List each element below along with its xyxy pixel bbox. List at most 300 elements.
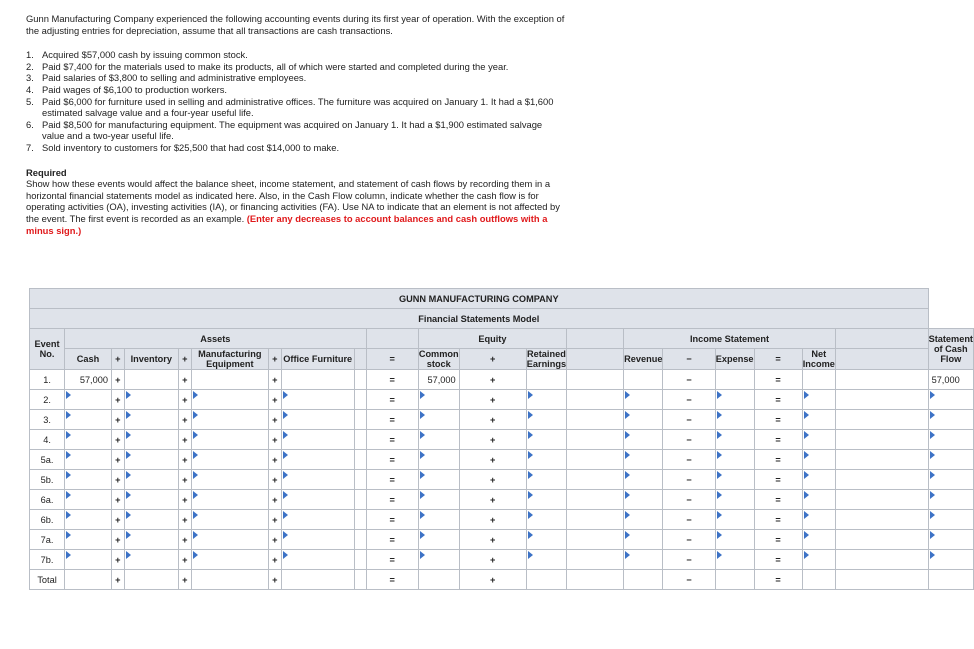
office-furniture-cell[interactable] xyxy=(281,430,354,450)
plus-op: + xyxy=(268,410,281,430)
dropdown-arrow-icon[interactable] xyxy=(625,451,630,459)
plus-op: + xyxy=(111,550,124,570)
office-furniture-cell[interactable] xyxy=(281,450,354,470)
manufacturing-equipment-cell[interactable] xyxy=(191,410,268,430)
plus-op: + xyxy=(111,410,124,430)
plus-op: + xyxy=(459,390,526,410)
retained-earnings-cell[interactable] xyxy=(526,570,566,590)
manufacturing-equipment-cell[interactable] xyxy=(191,550,268,570)
event-number-cell: 6b. xyxy=(30,510,65,530)
dropdown-arrow-icon[interactable] xyxy=(420,551,425,559)
net-income-cell[interactable] xyxy=(802,510,835,530)
dropdown-arrow-icon[interactable] xyxy=(528,471,533,479)
minus-op: − xyxy=(663,390,715,410)
dropdown-arrow-icon[interactable] xyxy=(528,411,533,419)
office-furniture-header: Office Furniture xyxy=(281,349,354,370)
dropdown-arrow-icon[interactable] xyxy=(283,531,288,539)
dropdown-arrow-icon[interactable] xyxy=(625,411,630,419)
dropdown-arrow-icon[interactable] xyxy=(930,511,935,519)
event-number: 5. xyxy=(26,95,34,107)
cash-cell[interactable] xyxy=(65,370,112,390)
expense-cell[interactable] xyxy=(715,510,754,530)
inventory-cell[interactable] xyxy=(124,530,178,550)
problem-text xyxy=(26,13,566,236)
revenue-cell[interactable] xyxy=(624,410,663,430)
revenue-cell[interactable] xyxy=(624,370,663,390)
dropdown-arrow-icon[interactable] xyxy=(283,491,288,499)
retained-earnings-cell[interactable] xyxy=(526,430,566,450)
dropdown-arrow-icon[interactable] xyxy=(930,451,935,459)
equals-op: = xyxy=(754,450,802,470)
event-number: 7. xyxy=(26,141,34,153)
minus-sign-warning: (Enter any decreases to account balances and cash outflows with a minus sign.) xyxy=(26,212,548,236)
cash-flow-cell[interactable] xyxy=(928,530,973,550)
cash-cell[interactable] xyxy=(65,390,112,410)
dropdown-arrow-icon[interactable] xyxy=(126,471,131,479)
dropdown-arrow-icon[interactable] xyxy=(717,491,722,499)
dropdown-arrow-icon[interactable] xyxy=(717,391,722,399)
dropdown-arrow-icon[interactable] xyxy=(528,511,533,519)
dropdown-arrow-icon[interactable] xyxy=(66,511,71,519)
plus-op: + xyxy=(179,430,192,450)
manufacturing-equipment-cell[interactable] xyxy=(191,370,268,390)
spacer-cell xyxy=(354,390,366,410)
cash-cell[interactable] xyxy=(65,430,112,450)
cash-cell-value: 57,000 xyxy=(79,374,108,385)
net-income-cell[interactable] xyxy=(802,370,835,390)
dropdown-arrow-icon[interactable] xyxy=(625,431,630,439)
company-name: GUNN MANUFACTURING COMPANY xyxy=(30,289,929,309)
table-row xyxy=(30,430,974,450)
required-text xyxy=(26,178,566,236)
dropdown-arrow-icon[interactable] xyxy=(66,411,71,419)
cash-cell[interactable] xyxy=(65,550,112,570)
revenue-cell[interactable] xyxy=(624,490,663,510)
common-stock-cell[interactable] xyxy=(418,450,459,470)
dropdown-arrow-icon[interactable] xyxy=(717,451,722,459)
cash-flow-cell[interactable] xyxy=(928,570,973,590)
intro-paragraph: Gunn Manufacturing Company experienced the following accounting events during its first year of operation. With the exception of the adjusting entries for depreciation, assume that all transactions are cash transactions. xyxy=(26,13,565,36)
manufacturing-equipment-cell[interactable] xyxy=(191,530,268,550)
dropdown-arrow-icon[interactable] xyxy=(804,471,809,479)
dropdown-arrow-icon[interactable] xyxy=(804,391,809,399)
dropdown-arrow-icon[interactable] xyxy=(66,431,71,439)
plus-op: + xyxy=(459,530,526,550)
office-furniture-cell[interactable] xyxy=(281,410,354,430)
event-text: Paid $8,500 for manufacturing equipment. The equipment was acquired on January 1. It had a $1,900 estimated salvage value and a two-year useful life. xyxy=(42,118,543,142)
dropdown-arrow-icon[interactable] xyxy=(804,511,809,519)
dropdown-arrow-icon[interactable] xyxy=(930,471,935,479)
equals-op: = xyxy=(366,410,418,430)
common-stock-cell[interactable] xyxy=(418,390,459,410)
expense-header: Expense xyxy=(715,349,754,370)
dropdown-arrow-icon[interactable] xyxy=(717,411,722,419)
cash-flow-cell[interactable] xyxy=(928,410,973,430)
equals-op: = xyxy=(754,550,802,570)
spacer-header xyxy=(567,329,624,349)
common-stock-cell[interactable] xyxy=(418,530,459,550)
equals-op: = xyxy=(754,430,802,450)
minus-op: − xyxy=(663,530,715,550)
retained-earnings-header: Retained Earnings xyxy=(526,349,567,369)
assets-header: Assets xyxy=(65,329,366,349)
cash-flow-cell[interactable] xyxy=(928,550,973,570)
minus-op: − xyxy=(663,490,715,510)
plus-op: + xyxy=(459,490,526,510)
dropdown-arrow-icon[interactable] xyxy=(717,551,722,559)
spacer-cell xyxy=(567,450,624,470)
office-furniture-cell[interactable] xyxy=(281,570,354,590)
plus-op: + xyxy=(111,370,124,390)
equals-op: = xyxy=(754,390,802,410)
plus-op: + xyxy=(268,450,281,470)
expense-cell[interactable] xyxy=(715,410,754,430)
manufacturing-equipment-cell[interactable] xyxy=(191,490,268,510)
office-furniture-cell[interactable] xyxy=(281,470,354,490)
dropdown-arrow-icon[interactable] xyxy=(930,531,935,539)
dropdown-arrow-icon[interactable] xyxy=(66,551,71,559)
dropdown-arrow-icon[interactable] xyxy=(193,531,198,539)
dropdown-arrow-icon[interactable] xyxy=(193,471,198,479)
dropdown-arrow-icon[interactable] xyxy=(528,531,533,539)
office-furniture-cell[interactable] xyxy=(281,370,354,390)
cash-cell[interactable] xyxy=(65,470,112,490)
revenue-cell[interactable] xyxy=(624,570,663,590)
dropdown-arrow-icon[interactable] xyxy=(528,391,533,399)
spacer-header xyxy=(354,349,366,370)
minus-op: − xyxy=(663,510,715,530)
common-stock-cell[interactable] xyxy=(418,410,459,430)
net-income-cell[interactable] xyxy=(802,530,835,550)
dropdown-arrow-icon[interactable] xyxy=(126,411,131,419)
plus-op: + xyxy=(268,390,281,410)
event-text: Paid wages of $6,100 to production workers. xyxy=(42,83,228,95)
dropdown-arrow-icon[interactable] xyxy=(528,451,533,459)
cash-flow-cell[interactable] xyxy=(928,390,973,410)
dropdown-arrow-icon[interactable] xyxy=(804,531,809,539)
dropdown-arrow-icon[interactable] xyxy=(528,431,533,439)
cash-flow-cell[interactable] xyxy=(928,450,973,470)
office-furniture-cell[interactable] xyxy=(281,550,354,570)
plus-op: + xyxy=(268,370,281,390)
inventory-cell[interactable] xyxy=(124,570,178,590)
event-number-cell: 7a. xyxy=(30,530,65,550)
dropdown-arrow-icon[interactable] xyxy=(717,471,722,479)
manufacturing-equipment-cell[interactable] xyxy=(191,390,268,410)
dropdown-arrow-icon[interactable] xyxy=(420,451,425,459)
inventory-cell[interactable] xyxy=(124,510,178,530)
retained-earnings-cell[interactable] xyxy=(526,370,566,390)
dropdown-arrow-icon[interactable] xyxy=(625,491,630,499)
expense-cell[interactable] xyxy=(715,570,754,590)
dropdown-arrow-icon[interactable] xyxy=(283,551,288,559)
cash-flow-cell[interactable] xyxy=(928,370,973,390)
dropdown-arrow-icon[interactable] xyxy=(930,551,935,559)
spacer-cell xyxy=(567,530,624,550)
spacer-cell xyxy=(567,470,624,490)
retained-earnings-cell[interactable] xyxy=(526,410,566,430)
event-item xyxy=(26,72,566,84)
plus-op: + xyxy=(459,550,526,570)
cash-cell[interactable] xyxy=(65,530,112,550)
dropdown-arrow-icon[interactable] xyxy=(193,511,198,519)
dropdown-arrow-icon[interactable] xyxy=(420,431,425,439)
spacer-cell xyxy=(354,410,366,430)
spacer-header xyxy=(567,349,624,370)
spacer-cell xyxy=(835,450,928,470)
dropdown-arrow-icon[interactable] xyxy=(420,471,425,479)
dropdown-arrow-icon[interactable] xyxy=(193,431,198,439)
spacer-cell xyxy=(567,370,624,390)
inventory-cell[interactable] xyxy=(124,450,178,470)
spacer-cell xyxy=(354,450,366,470)
net-income-cell[interactable] xyxy=(802,550,835,570)
office-furniture-cell[interactable] xyxy=(281,530,354,550)
dropdown-arrow-icon[interactable] xyxy=(193,451,198,459)
dropdown-arrow-icon[interactable] xyxy=(420,531,425,539)
dropdown-arrow-icon[interactable] xyxy=(193,411,198,419)
plus-op: + xyxy=(268,510,281,530)
net-income-cell[interactable] xyxy=(802,470,835,490)
revenue-cell[interactable] xyxy=(624,510,663,530)
table-row xyxy=(30,550,974,570)
event-item xyxy=(26,96,566,119)
equals-op: = xyxy=(366,430,418,450)
table-row xyxy=(30,410,974,430)
cash-flow-cell[interactable] xyxy=(928,470,973,490)
common-stock-cell[interactable] xyxy=(418,550,459,570)
retained-earnings-cell[interactable] xyxy=(526,470,566,490)
common-stock-cell[interactable] xyxy=(418,570,459,590)
dropdown-arrow-icon[interactable] xyxy=(625,551,630,559)
inventory-cell[interactable] xyxy=(124,430,178,450)
dropdown-arrow-icon[interactable] xyxy=(717,531,722,539)
plus-op: + xyxy=(179,450,192,470)
dropdown-arrow-icon[interactable] xyxy=(528,551,533,559)
net-income-cell[interactable] xyxy=(802,570,835,590)
office-furniture-cell[interactable] xyxy=(281,510,354,530)
dropdown-arrow-icon[interactable] xyxy=(804,491,809,499)
spacer-cell xyxy=(835,550,928,570)
dropdown-arrow-icon[interactable] xyxy=(804,551,809,559)
plus-op: + xyxy=(179,570,192,590)
dropdown-arrow-icon[interactable] xyxy=(66,451,71,459)
plus-op: + xyxy=(268,349,281,370)
plus-op: + xyxy=(111,530,124,550)
dropdown-arrow-icon[interactable] xyxy=(283,511,288,519)
cash-cell[interactable] xyxy=(65,450,112,470)
dropdown-arrow-icon[interactable] xyxy=(283,431,288,439)
dropdown-arrow-icon[interactable] xyxy=(930,391,935,399)
expense-cell[interactable] xyxy=(715,530,754,550)
inventory-cell[interactable] xyxy=(124,490,178,510)
retained-earnings-cell[interactable] xyxy=(526,550,566,570)
event-no-header: Event No. xyxy=(30,329,65,370)
equals-op: = xyxy=(754,470,802,490)
dropdown-arrow-icon[interactable] xyxy=(930,411,935,419)
revenue-cell[interactable] xyxy=(624,450,663,470)
plus-op: + xyxy=(459,410,526,430)
inventory-cell[interactable] xyxy=(124,470,178,490)
event-item xyxy=(26,119,566,142)
retained-earnings-cell[interactable] xyxy=(526,390,566,410)
plus-op: + xyxy=(111,490,124,510)
expense-cell[interactable] xyxy=(715,550,754,570)
retained-earnings-cell[interactable] xyxy=(526,510,566,530)
manufacturing-equipment-cell[interactable] xyxy=(191,510,268,530)
cash-cell[interactable] xyxy=(65,510,112,530)
event-list xyxy=(26,49,566,153)
dropdown-arrow-icon[interactable] xyxy=(625,531,630,539)
retained-earnings-cell[interactable] xyxy=(526,490,566,510)
equals-op: = xyxy=(366,510,418,530)
manufacturing-equipment-cell[interactable] xyxy=(191,430,268,450)
dropdown-arrow-icon[interactable] xyxy=(193,491,198,499)
dropdown-arrow-icon[interactable] xyxy=(126,511,131,519)
expense-cell[interactable] xyxy=(715,450,754,470)
inventory-cell[interactable] xyxy=(124,370,178,390)
equals-op: = xyxy=(366,550,418,570)
inventory-cell[interactable] xyxy=(124,550,178,570)
spacer-cell xyxy=(835,570,928,590)
revenue-cell[interactable] xyxy=(624,550,663,570)
dropdown-arrow-icon[interactable] xyxy=(420,411,425,419)
expense-cell[interactable] xyxy=(715,430,754,450)
spacer-header xyxy=(835,329,928,349)
common-stock-cell[interactable] xyxy=(418,370,459,390)
common-stock-cell[interactable] xyxy=(418,470,459,490)
plus-op: + xyxy=(179,510,192,530)
net-income-cell[interactable] xyxy=(802,430,835,450)
office-furniture-cell[interactable] xyxy=(281,490,354,510)
dropdown-arrow-icon[interactable] xyxy=(283,411,288,419)
cash-cell[interactable] xyxy=(65,490,112,510)
plus-op: + xyxy=(179,490,192,510)
dropdown-arrow-icon[interactable] xyxy=(930,491,935,499)
dropdown-arrow-icon[interactable] xyxy=(126,451,131,459)
dropdown-arrow-icon[interactable] xyxy=(126,551,131,559)
table-row xyxy=(30,470,974,490)
net-income-cell[interactable] xyxy=(802,450,835,470)
event-text: Paid $7,400 for the materials used to make its products, all of which were started and completed during the year. xyxy=(42,60,509,72)
net-income-cell[interactable] xyxy=(802,410,835,430)
retained-earnings-cell[interactable] xyxy=(526,530,566,550)
dropdown-arrow-icon[interactable] xyxy=(625,511,630,519)
cash-cell[interactable] xyxy=(65,410,112,430)
equals-op: = xyxy=(366,370,418,390)
cash-cell[interactable] xyxy=(65,570,112,590)
plus-op: + xyxy=(268,430,281,450)
dropdown-arrow-icon[interactable] xyxy=(66,531,71,539)
equals-op: = xyxy=(754,410,802,430)
net-income-header: Net Income xyxy=(802,349,835,369)
net-income-cell[interactable] xyxy=(802,390,835,410)
revenue-cell[interactable] xyxy=(624,430,663,450)
manufacturing-equipment-cell[interactable] xyxy=(191,450,268,470)
dropdown-arrow-icon[interactable] xyxy=(804,451,809,459)
dropdown-arrow-icon[interactable] xyxy=(625,391,630,399)
dropdown-arrow-icon[interactable] xyxy=(528,491,533,499)
required-title: Required xyxy=(26,166,67,178)
dropdown-arrow-icon[interactable] xyxy=(283,451,288,459)
inventory-cell[interactable] xyxy=(124,390,178,410)
event-text: Acquired $57,000 cash by issuing common stock. xyxy=(42,49,248,61)
dropdown-arrow-icon[interactable] xyxy=(66,391,71,399)
dropdown-arrow-icon[interactable] xyxy=(126,431,131,439)
spacer-header xyxy=(366,329,418,349)
dropdown-arrow-icon[interactable] xyxy=(283,471,288,479)
common-stock-cell[interactable] xyxy=(418,510,459,530)
dropdown-arrow-icon[interactable] xyxy=(420,491,425,499)
dropdown-arrow-icon[interactable] xyxy=(283,391,288,399)
spacer-cell xyxy=(835,370,928,390)
dropdown-arrow-icon[interactable] xyxy=(420,391,425,399)
revenue-cell[interactable] xyxy=(624,390,663,410)
spacer-cell xyxy=(567,410,624,430)
dropdown-arrow-icon[interactable] xyxy=(126,391,131,399)
manufacturing-equipment-cell[interactable] xyxy=(191,570,268,590)
dropdown-arrow-icon[interactable] xyxy=(804,411,809,419)
plus-op: + xyxy=(268,530,281,550)
dropdown-arrow-icon[interactable] xyxy=(625,471,630,479)
dropdown-arrow-icon[interactable] xyxy=(193,391,198,399)
dropdown-arrow-icon[interactable] xyxy=(420,511,425,519)
common-stock-cell[interactable] xyxy=(418,490,459,510)
equals-op: = xyxy=(754,570,802,590)
event-number-cell: 5b. xyxy=(30,470,65,490)
dropdown-arrow-icon[interactable] xyxy=(126,491,131,499)
common-stock-header: Common stock xyxy=(418,349,459,369)
office-furniture-cell[interactable] xyxy=(281,390,354,410)
plus-op: + xyxy=(268,570,281,590)
net-income-cell[interactable] xyxy=(802,490,835,510)
dropdown-arrow-icon[interactable] xyxy=(717,511,722,519)
event-number: 1. xyxy=(26,49,34,61)
manufacturing-equipment-cell[interactable] xyxy=(191,470,268,490)
event-number-cell: 7b. xyxy=(30,550,65,570)
income-statement-header: Income Statement xyxy=(624,329,836,349)
revenue-cell[interactable] xyxy=(624,530,663,550)
common-stock-cell[interactable] xyxy=(418,430,459,450)
dropdown-arrow-icon[interactable] xyxy=(66,471,71,479)
expense-cell[interactable] xyxy=(715,490,754,510)
event-number-cell: 1. xyxy=(30,370,65,390)
dropdown-arrow-icon[interactable] xyxy=(126,531,131,539)
event-number-cell: 4. xyxy=(30,430,65,450)
dropdown-arrow-icon[interactable] xyxy=(804,431,809,439)
plus-op: + xyxy=(459,430,526,450)
event-number-cell: 3. xyxy=(30,410,65,430)
event-number: 3. xyxy=(26,72,34,84)
inventory-cell[interactable] xyxy=(124,410,178,430)
equals-op: = xyxy=(366,470,418,490)
expense-cell[interactable] xyxy=(715,470,754,490)
revenue-cell[interactable] xyxy=(624,470,663,490)
dropdown-arrow-icon[interactable] xyxy=(717,431,722,439)
retained-earnings-cell[interactable] xyxy=(526,450,566,470)
spacer-cell xyxy=(835,410,928,430)
cash-flow-cell[interactable] xyxy=(928,490,973,510)
cash-flow-cell[interactable] xyxy=(928,430,973,450)
cash-flow-cell[interactable] xyxy=(928,510,973,530)
dropdown-arrow-icon[interactable] xyxy=(930,431,935,439)
expense-cell[interactable] xyxy=(715,370,754,390)
equals-op: = xyxy=(754,530,802,550)
expense-cell[interactable] xyxy=(715,390,754,410)
dropdown-arrow-icon[interactable] xyxy=(193,551,198,559)
dropdown-arrow-icon[interactable] xyxy=(66,491,71,499)
spacer-cell xyxy=(354,370,366,390)
